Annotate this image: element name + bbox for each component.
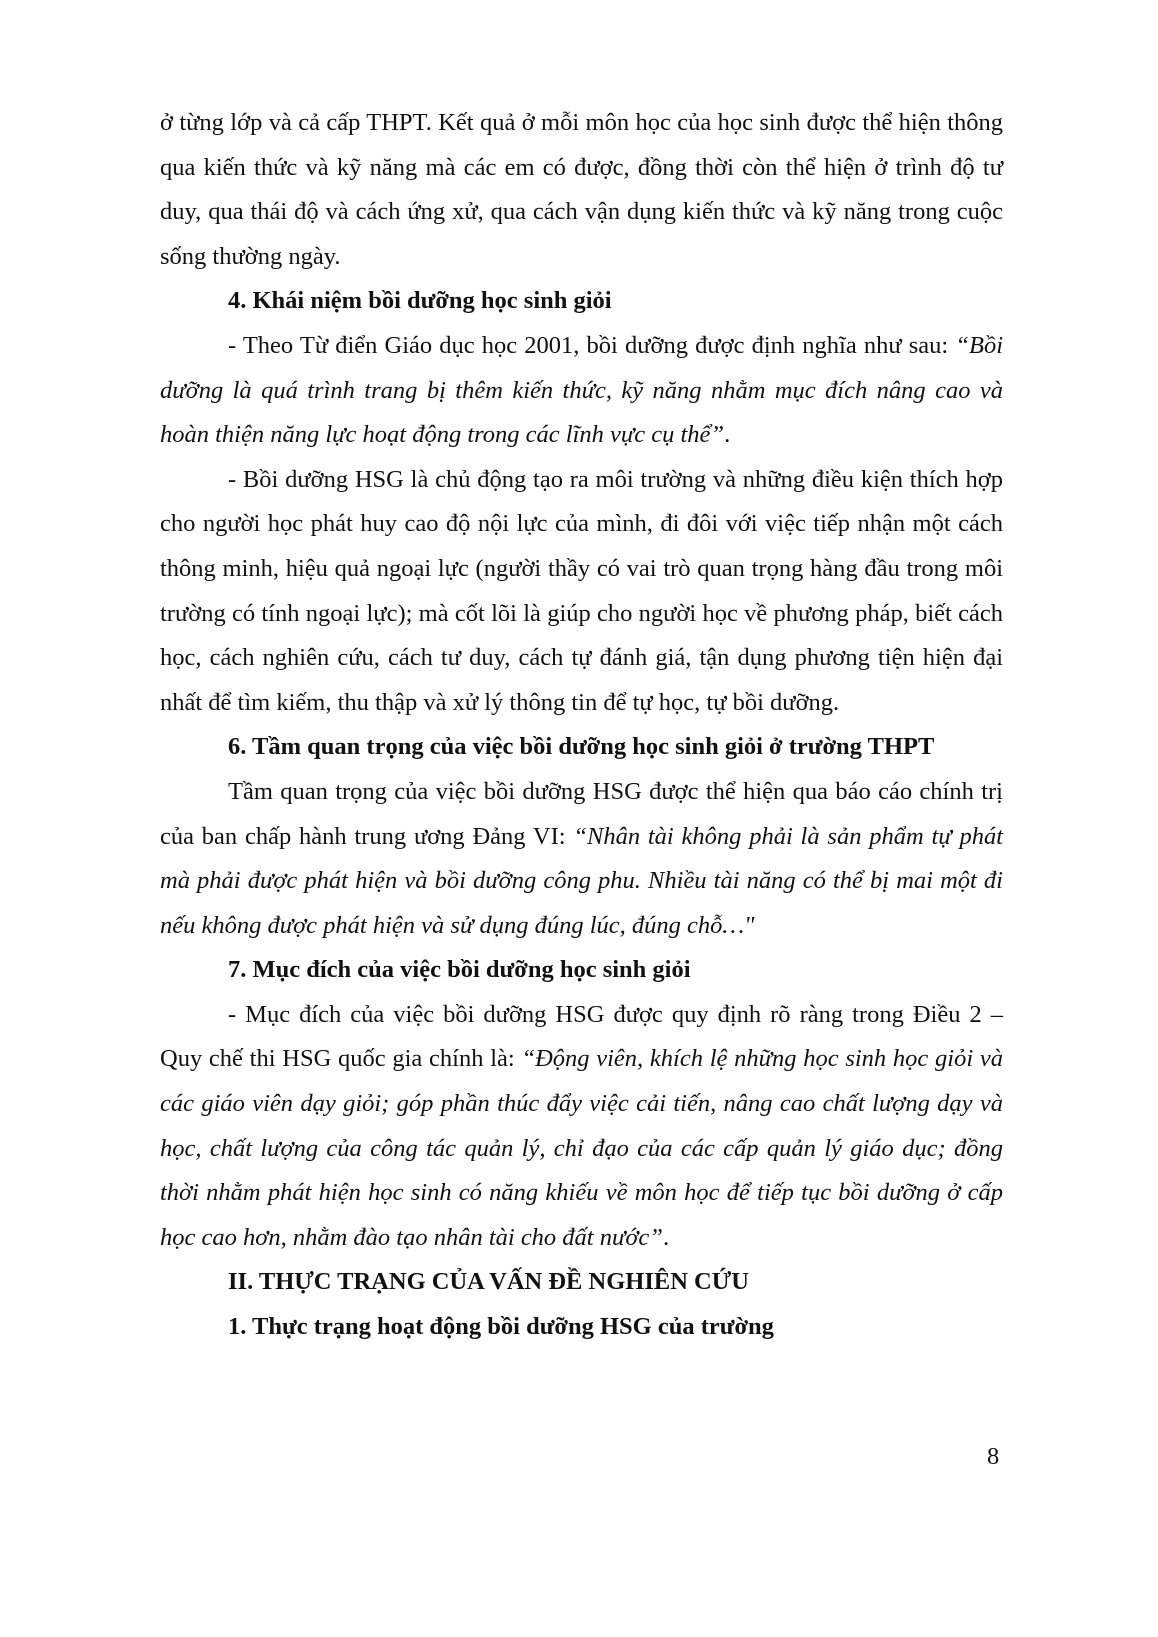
definition-quote: “Bồi dưỡng là quá trình trang bị thêm kiến thức, kỹ năng nhằm mục đích nâng cao và hoàn thiện năng lực hoạt động trong các lĩnh vực cụ thể” [160, 331, 1004, 449]
paragraph-boi-duong-hsg: - Bồi dưỡng HSG là chủ động tạo ra môi trường và những điều kiện thích hợp cho người học phát huy cao độ nội lực của mình, đi đôi với việc tiếp nhận một cách thông minh, hiệu quả ngoại lực (người thầy có vai trò quan trọng hàng đầu trong môi trường có tính ngoại lực); mà cốt lõi là giúp cho người học về phương pháp, biết cách học, cách nghiên cứu, cách tư duy, cách tự đánh giá, tận dụng phương tiện hiện đại nhất để tìm kiếm, thu thập và xử lý thông tin để tự học, tự bồi dưỡng. [160, 465, 1003, 716]
page-number: 8 [987, 1443, 1000, 1470]
purpose-tail: . [662, 1223, 670, 1251]
purpose-text: - Mục đích của việc bồi dưỡng HSG được quy định rõ ràng trong Điều 2 – Quy chế thi HSG quốc gia chính là: [160, 1000, 1003, 1073]
importance-quote: “Nhân tài không phải là sản phẩm tự phát mà phải được phát hiện và bồi dưỡng công phu. Nhiều tài năng có thể bị mai một đi nếu không được phát hiện và sử dụng đúng lúc, đúng chỗ…" [160, 822, 1003, 939]
paragraph-importance [160, 770, 1003, 948]
paragraph-results-continued: ở từng lớp và cả cấp THPT. Kết quả ở mỗi môn học của học sinh được thể hiện thông qua kiến thức và kỹ năng mà các em có được, đồng thời còn thể hiện ở trình độ tư duy, qua thái độ và cách ứng xử, qua cách vận dụng kiến thức và kỹ năng trong cuộc sống thường ngày. [160, 109, 1003, 270]
heading-tam-quan-trong: 6. Tầm quan trọng của việc bồi dưỡng học sinh giỏi ở trường THPT [228, 733, 935, 761]
heading-section-ii: II. THỰC TRẠNG CỦA VẤN ĐỀ NGHIÊN CỨU [228, 1268, 749, 1296]
definition-intro-text: - Theo Từ điển Giáo dục học 2001, bồi dưỡng được định nghĩa như sau: [228, 331, 949, 359]
heading-muc-dich: 7. Mục đích của việc bồi dưỡng học sinh giỏi [228, 956, 691, 984]
heading-thuc-trang-hoat-dong: 1. Thực trạng hoạt động bồi dưỡng HSG của trường [228, 1313, 774, 1341]
importance-text: Tầm quan trọng của việc bồi dưỡng HSG được thể hiện qua báo cáo chính trị của ban chấp hành trung ương Đảng VI: [160, 777, 1003, 850]
heading-khai-niem-boi-duong: 4. Khái niệm bồi dưỡng học sinh giỏi [228, 287, 612, 315]
paragraph-purpose [160, 993, 1003, 1261]
paragraph-definition-dictionary [160, 324, 1003, 458]
definition-tail: . [724, 421, 731, 449]
document-page [160, 101, 1003, 1350]
purpose-quote: “Động viên, khích lệ những học sinh học giỏi và các giáo viên dạy giỏi; góp phần thúc đẩy việc cải tiến, nâng cao chất lượng dạy và học, chất lượng của công tác quản lý, chỉ đạo của các cấp quản lý giáo dục; đồng thời nhằm phát hiện học sinh có năng khiếu về môn học để tiếp tục bồi dưỡng ở cấp học cao hơn, nhằm đào tạo nhân tài cho đất nước” [160, 1045, 1003, 1251]
